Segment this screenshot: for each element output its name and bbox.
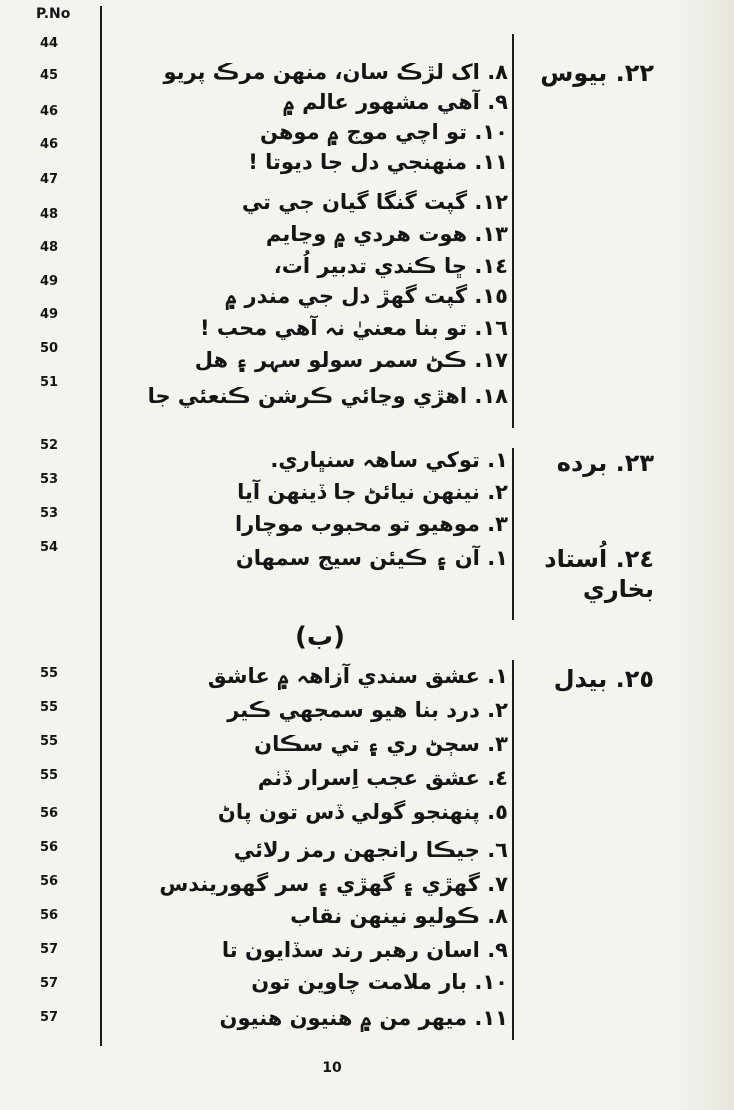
page-ref: 48 [40, 207, 59, 222]
page-ref: 49 [40, 274, 59, 289]
page-ref: 56 [40, 874, 59, 889]
page-ref: 46 [40, 137, 59, 152]
right-column-divider [512, 34, 514, 428]
toc-entry[interactable]: ٧. گهڙي ۽ گهڙي ۽ سر گهوريندس [159, 872, 508, 896]
left-column-divider [100, 6, 102, 1046]
toc-entry[interactable]: ٣. سڄڻ ري ۽ تي سڪان [254, 732, 508, 756]
toc-entry[interactable]: ٢. نينهن نيائڻ جا ڏينهن آيا [237, 480, 508, 504]
page-ref: 53 [40, 506, 59, 521]
toc-entry[interactable]: ١٠. تو اچي موج ۾ موهن [259, 120, 508, 144]
toc-entry[interactable]: ٤. عشق عجب اِسرار ڏٺم [257, 766, 508, 790]
page-ref: 47 [40, 172, 59, 187]
page-ref: 55 [40, 768, 59, 783]
category-heading: ٢٥. بيدل [553, 665, 654, 693]
section-letter-heading: (ب) [295, 622, 345, 652]
toc-entry[interactable]: ١٢. گپت گنگا گيان جي تي [241, 190, 508, 214]
toc-entry[interactable]: ١. عشق سندي آزاهہ ۾ عاشق [207, 664, 508, 688]
page-ref: 57 [40, 1010, 59, 1025]
page-number-column-header: P.No [36, 6, 71, 22]
toc-entry[interactable]: ١. آن ۽ ڪيئن سيج سمهان [235, 546, 508, 570]
toc-entry[interactable]: ١٣. هوت هردي ۾ وڃايم [265, 222, 508, 246]
toc-entry[interactable]: ١. توکي ساهہ سنڀاري. [270, 448, 508, 472]
page-ref: 50 [40, 341, 59, 356]
page-ref: 56 [40, 908, 59, 923]
toc-entry[interactable]: ٥. پنهنجو گولي ڏس تون پاڻ [217, 800, 508, 824]
toc-entry[interactable]: ١٤. ڇا ڪندي تدبير اُت، [273, 254, 508, 278]
page-ref: 44 [40, 36, 59, 51]
toc-entry[interactable]: ٦. جيڪا رانجهن رمز رلائي [233, 838, 508, 862]
category-heading: ٢٣. برده [556, 449, 654, 477]
page-ref: 55 [40, 700, 59, 715]
page-ref: 51 [40, 375, 59, 390]
toc-entry[interactable]: ١٠. بار ملامت چاوين تون [251, 970, 508, 994]
page-ref: 56 [40, 840, 59, 855]
page-ref: 55 [40, 734, 59, 749]
page-ref: 53 [40, 472, 59, 487]
page-ref: 46 [40, 104, 59, 119]
page-ref: 57 [40, 976, 59, 991]
toc-entry[interactable]: ٩. آهي مشهور عالم ۾ [282, 90, 508, 114]
page-ref: 52 [40, 438, 59, 453]
toc-entry[interactable]: ١٨. اهڙي وڃائي ڪرشن ڪنعئي جا [147, 384, 508, 408]
toc-entry[interactable]: ١٦. تو بنا معنيٰ نہ آهي محب ! [199, 316, 508, 340]
toc-entry[interactable]: ٨. اک لڙڪ سان، منهن مرڪ پريو [163, 60, 508, 84]
page-ref: 54 [40, 540, 59, 555]
category-heading: ٢٢. بيوس [540, 59, 654, 87]
toc-entry[interactable]: ٢. درد بنا هيو سمجهي ڪير [227, 698, 508, 722]
page-ref: 48 [40, 240, 59, 255]
page-footer-number: 10 [322, 1060, 342, 1076]
page-ref: 55 [40, 666, 59, 681]
page-ref: 45 [40, 68, 59, 83]
toc-entry[interactable]: ٨. ڪوليو نينهن نقاب [290, 904, 508, 928]
toc-entry[interactable]: ١١. ميهر من ۾ هنيون هنيون [219, 1006, 508, 1030]
page-ref: 49 [40, 307, 59, 322]
category-heading: ٢٤. اُستاد بخاري [544, 545, 654, 603]
toc-entry[interactable]: ٩. اسان رهبر رند سڏايون تا [221, 938, 508, 962]
page-ref: 57 [40, 942, 59, 957]
page-ref: 56 [40, 806, 59, 821]
toc-entry[interactable]: ١١. منهنجي دل جا ديوتا ! [248, 150, 508, 174]
toc-entry[interactable]: ١٧. ڪڻ سمر سولو سہر ۽ هل [194, 348, 508, 372]
toc-entry[interactable]: ١٥. گپت گهڙ دل جي مندر ۾ [224, 284, 508, 308]
toc-entry[interactable]: ٣. موهيو تو محبوب موچارا [234, 512, 508, 536]
page-edge-shadow [674, 0, 734, 1110]
right-column-divider [512, 660, 514, 1040]
